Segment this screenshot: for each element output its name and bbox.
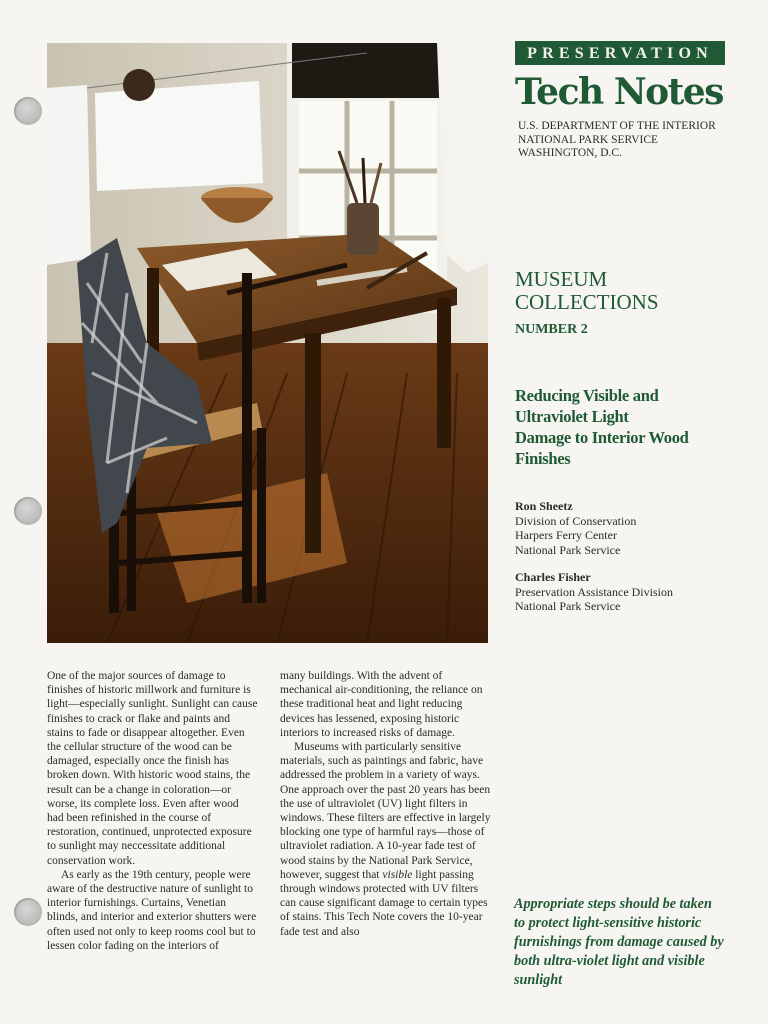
subject-line: Damage to Interior Wood [515, 428, 689, 447]
collection-title-line: MUSEUM [515, 267, 608, 291]
author-block-1 [515, 499, 745, 557]
interior-scene-illustration [47, 43, 488, 643]
publication-title: Tech Notes [515, 71, 723, 113]
article-subject-title [515, 385, 720, 469]
agency-line: WASHINGTON, D.C. [518, 147, 622, 159]
body-paragraph: As early as the 19th century, people were aware of the destructive nature of sunlight to interior furnishings. Curtains, Venetian blinds, and interior and exterior shutters were often used not only to keep rooms cool but to lessen color fading on the interiors of [47, 868, 257, 952]
collection-number: NUMBER 2 [515, 322, 588, 337]
author-name: Charles Fisher [515, 570, 591, 584]
cover-photograph [47, 43, 488, 643]
pull-quote: Appropriate steps should be taken to protect light-sensitive historic furnishings from damage caused by both ultra-violet light and visible sunlight [514, 896, 724, 988]
body-column-left [47, 669, 258, 953]
body-paragraph: One of the major sources of damage to finishes of historic millwork and furniture is light—especially sunlight. Sunlight can cause finishes to crack or flake and paints and stains to fade or disappear altogether. Even the cellular structure of the wood can be damaged, especially once the finish has broken down. With historic wood stains, the result can be a change in coloration—or worse, its complete loss. Even after wood had been refinished in the course of restoration, continued, unprotected exposure to sunlight may neccessitate additional conservation work. [47, 670, 258, 867]
author-name: Ron Sheetz [515, 499, 573, 513]
author-affiliation: Harpers Ferry Center [515, 528, 617, 542]
emphasized-word: visible [382, 868, 413, 881]
subject-line: Reducing Visible and [515, 386, 659, 405]
agency-block [518, 120, 748, 161]
binder-hole-bottom [14, 898, 42, 926]
collection-title [515, 268, 659, 314]
binder-hole-top [14, 97, 42, 125]
author-block-2 [515, 570, 745, 614]
author-affiliation: Preservation Assistance Division [515, 584, 673, 599]
body-paragraph: many buildings. With the advent of mechanical air-conditioning, the reliance on these traditional heat and light reducing devices has lessened, exposing historic interiors to increased risks of damage. [280, 670, 483, 739]
subject-line: Ultraviolet Light [515, 407, 629, 426]
agency-line: U.S. DEPARTMENT OF THE INTERIOR [518, 120, 716, 132]
author-affiliation: National Park Service [515, 542, 621, 557]
binder-hole-middle [14, 497, 42, 525]
author-affiliation: National Park Service [515, 599, 621, 613]
body-text: Museums with particularly sensitive materials, such as paintings and fabric, have addressed the problem in a variety of ways. One approach over the past 20 years has been the use of ultraviolet (UV) light filters in windows. These filters are effective in largely blocking one type of harmful rays—those of ultraviolet radiation. A 10-year fade test of wood stains by the National Park Service, however, suggest that [280, 741, 491, 881]
body-text: light passing through windows protected with UV filters can cause significant damage to certain types of stains. This Tech Note covers the 10-year fade test and also [280, 868, 488, 938]
body-column-middle [280, 669, 491, 939]
subject-line: Finishes [515, 449, 571, 468]
author-affiliation: Division of Conservation [515, 513, 637, 528]
agency-line: NATIONAL PARK SERVICE [518, 133, 659, 146]
body-paragraph [280, 740, 491, 939]
collection-title-line: COLLECTIONS [515, 290, 659, 314]
series-label-banner: PRESERVATION [515, 41, 725, 65]
